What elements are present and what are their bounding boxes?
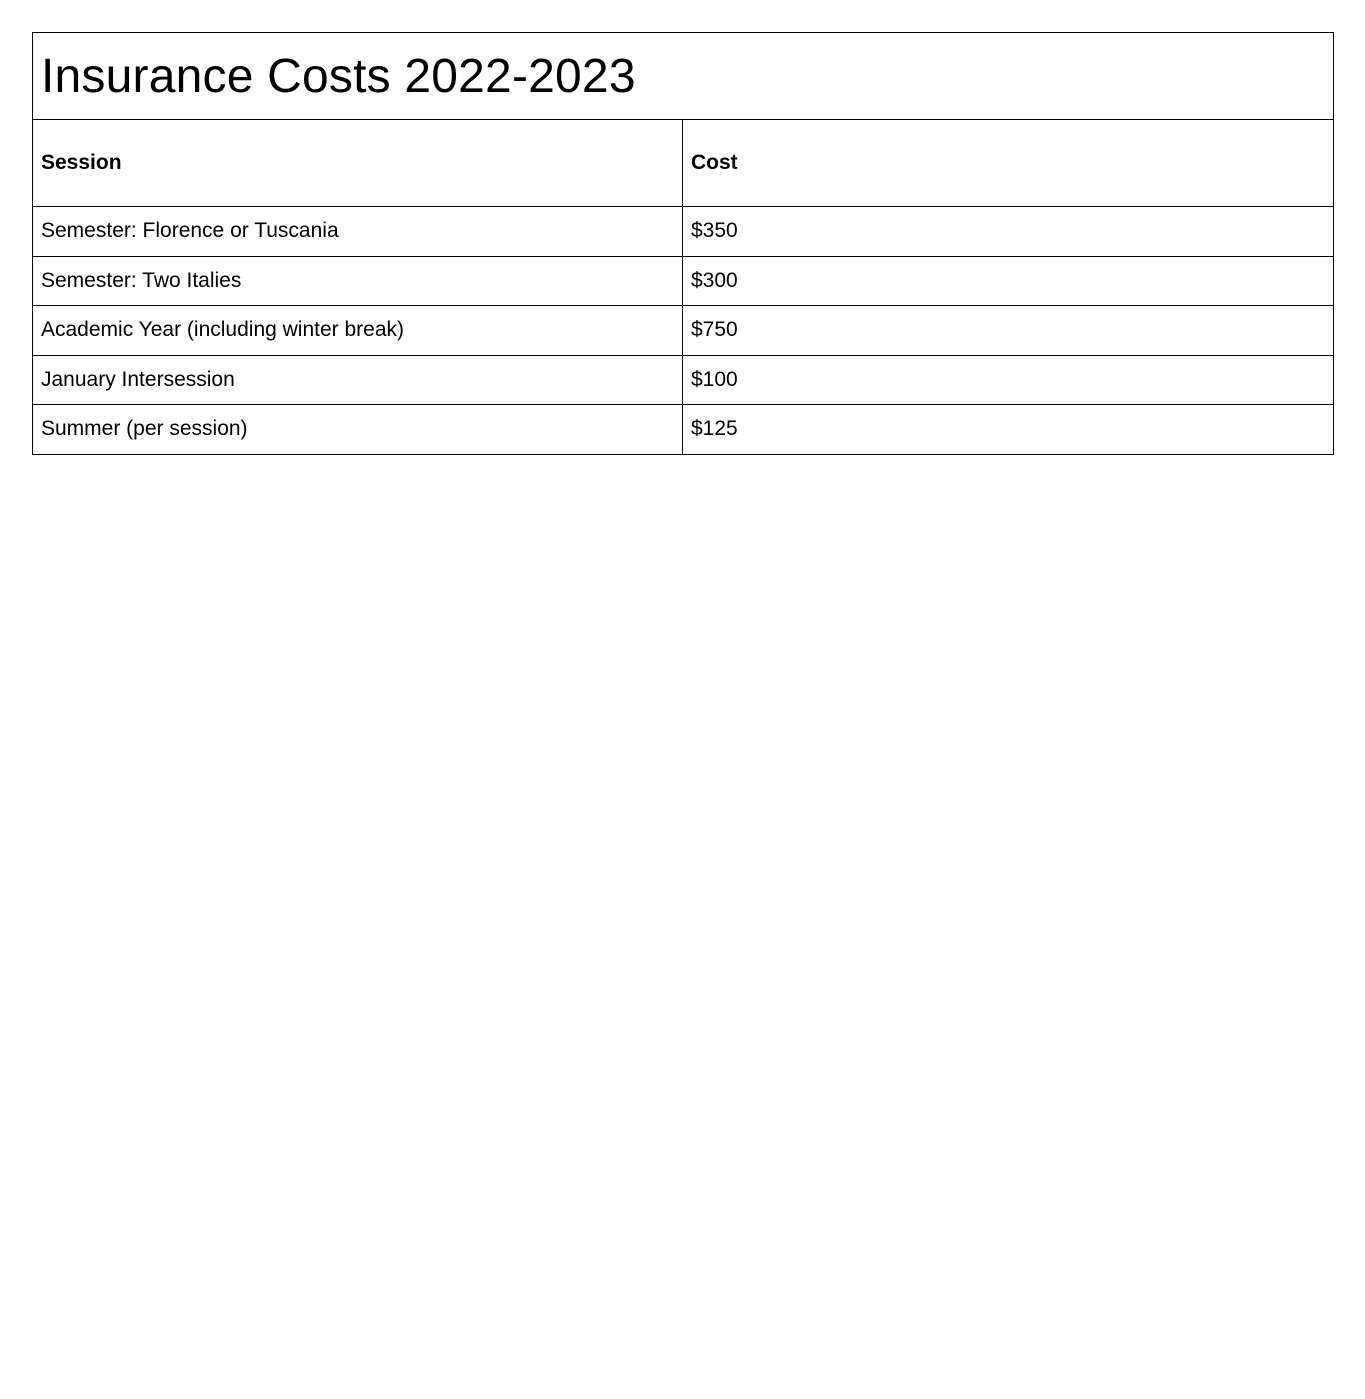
- session-cell: January Intersession: [33, 355, 683, 405]
- insurance-costs-document: [32, 32, 1333, 455]
- cost-cell: $100: [683, 355, 1334, 405]
- table-title: Insurance Costs 2022-2023: [33, 33, 1334, 120]
- session-cell: Semester: Two Italies: [33, 256, 683, 306]
- session-cell: Summer (per session): [33, 405, 683, 455]
- table-row: [33, 207, 1334, 257]
- column-header-cost: Cost: [683, 120, 1334, 207]
- cost-cell: $350: [683, 207, 1334, 257]
- table-row: [33, 405, 1334, 455]
- table-title-row: [33, 33, 1334, 120]
- cost-cell: $750: [683, 306, 1334, 356]
- table-row: [33, 355, 1334, 405]
- session-cell: Semester: Florence or Tuscania: [33, 207, 683, 257]
- cost-cell: $125: [683, 405, 1334, 455]
- table-header-row: [33, 120, 1334, 207]
- table-row: [33, 256, 1334, 306]
- column-header-session: Session: [33, 120, 683, 207]
- cost-cell: $300: [683, 256, 1334, 306]
- session-cell: Academic Year (including winter break): [33, 306, 683, 356]
- table-row: [33, 306, 1334, 356]
- insurance-costs-table: [32, 32, 1334, 455]
